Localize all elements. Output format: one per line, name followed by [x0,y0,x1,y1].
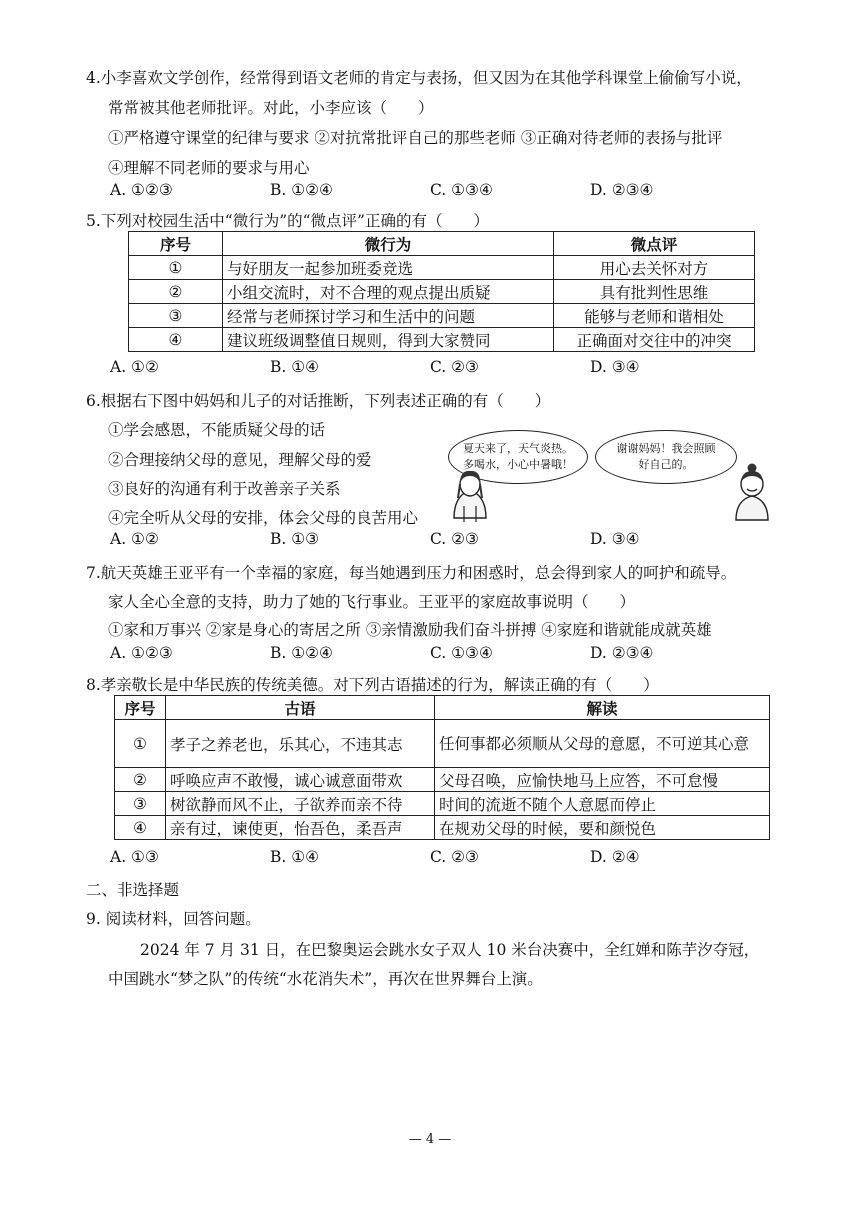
q8-option-d: D. ②④ [590,848,640,866]
page-number: — 4 — [408,1132,452,1147]
q8-cell: ④ [115,816,166,840]
q5-cell: 建议班级调整值日规则，得到大家赞同 [223,328,554,352]
q8-option-c: C. ②③ [430,848,479,866]
q8-cell: 孝子之养老也，乐其心，不违其志 [166,720,435,768]
q9-stem: 9. 阅读材料，回答问题。 [86,910,261,928]
son-speech-bubble [595,430,737,484]
q6-option-d: D. ③④ [590,530,640,548]
q6-option-a: A. ①② [110,530,159,548]
table-row [129,328,755,352]
mother-speech-line2: 多喝水，小心中暑哦！ [463,458,573,471]
table-row [129,256,755,280]
q5-cell: 与好朋友一起参加班委竞选 [223,256,554,280]
section-title: 二、非选择题 [86,881,180,899]
q8-cell: ② [115,768,166,792]
q6-option-b: B. ①③ [270,530,320,548]
q7-option-d: D. ②③④ [590,644,654,662]
q4-option-a: A. ①②③ [110,181,173,199]
q8-header-no: 序号 [115,696,166,720]
q5-cell: 能够与老师和谐相处 [554,304,755,328]
q4-option-b: B. ①②④ [270,181,333,199]
q8-cell: 父母召唤，应愉快地马上应答，不可怠慢 [435,768,770,792]
son-speech-line2: 好自己的。 [638,458,694,471]
q8-cell: ③ [115,792,166,816]
q7-option-b: B. ①②④ [270,644,333,662]
q8-option-b: B. ①④ [270,848,320,866]
q5-cell: 正确面对交往中的冲突 [554,328,755,352]
q8-cell: ① [115,720,166,768]
q7-option-a: A. ①②③ [110,644,173,662]
q8-cell: 任何事都必须顺从父母的意愿，不可逆其心意 [435,720,770,768]
q4-items-line2: ④理解不同老师的要求与用心 [108,159,310,177]
q6-item-3: ③良好的沟通有利于改善亲子关系 [108,480,341,498]
q5-cell: ③ [129,304,223,328]
q5-option-d: D. ③④ [590,358,640,376]
q7-items: ①家和万事兴 ②家是身心的寄居之所 ③亲情激励我们奋斗拼搏 ④家庭和谐就能成就英雄 [108,621,712,639]
table-row [115,720,770,768]
q4-option-d: D. ②③④ [590,181,654,199]
q6-item-4: ④完全听从父母的安排，体会父母的良苦用心 [108,509,419,527]
table-row [129,280,755,304]
q6-option-c: C. ②③ [430,530,479,548]
q7-stem-line2: 家人全心全意的支持，助力了她的飞行事业。王亚平的家庭故事说明（ ） [108,593,636,611]
q6-item-2: ②合理接纳父母的意见，理解父母的爱 [108,451,372,469]
q5-cell: ② [129,280,223,304]
son-speech-line1: 谢谢妈妈！我会照顾 [616,442,716,455]
mother-speech-line1: 夏天来了，天气炎热。 [463,442,573,455]
q9-paragraph-line1: 2024 年 7 月 31 日，在巴黎奥运会跳水女子双人 10 米台决赛中，全红婵和陈芋汐夺冠， [140,941,760,959]
q5-option-a: A. ①② [110,358,159,376]
table-row [115,816,770,840]
q8-cell: 亲有过，谏使更，怡吾色，柔吾声 [166,816,435,840]
q5-option-c: C. ②③ [430,358,479,376]
q8-table [114,695,770,840]
q4-stem-line1: 4.小李喜欢文学创作，经常得到语文老师的肯定与表扬，但又因为在其他学科课堂上偷偷写小说， [86,69,752,87]
q8-header-saying: 古语 [166,696,435,720]
q5-cell: 小组交流时，对不合理的观点提出质疑 [223,280,554,304]
q5-cell: 具有批判性思维 [554,280,755,304]
table-row [129,304,755,328]
q5-cell: ① [129,256,223,280]
child-figure-icon [724,462,780,524]
mother-figure-icon [440,466,500,526]
table-row [115,792,770,816]
q8-cell: 在规劝父母的时候，要和颜悦色 [435,816,770,840]
q8-option-a: A. ①③ [110,848,159,866]
q9-paragraph-line2: 中国跳水“梦之队”的传统“水花消失术”，再次在世界舞台上演。 [108,970,543,988]
q5-stem: 5.下列对校园生活中“微行为”的“微点评”正确的有（ ） [86,212,489,230]
q7-option-c: C. ①③④ [430,644,493,662]
q5-cell: ④ [129,328,223,352]
q5-header-behavior: 微行为 [223,232,554,256]
q8-cell: 树欲静而风不止，子欲养而亲不待 [166,792,435,816]
q8-cell: 呼唤应声不敢慢，诚心诚意面带欢 [166,768,435,792]
q5-option-b: B. ①④ [270,358,320,376]
q6-item-1: ①学会感恩，不能质疑父母的话 [108,421,326,439]
q5-header-comment: 微点评 [554,232,755,256]
q4-option-c: C. ①③④ [430,181,493,199]
q6-stem: 6.根据右下图中妈妈和儿子的对话推断，下列表述正确的有（ ） [86,392,551,410]
q4-items-line1: ①严格遵守课堂的纪律与要求 ②对抗常批评自己的那些老师 ③正确对待老师的表扬与批评 [108,129,723,147]
q8-cell: 时间的流逝不随个人意愿而停止 [435,792,770,816]
q8-header-interpretation: 解读 [435,696,770,720]
table-row [115,768,770,792]
q5-cell: 经常与老师探讨学习和生活中的问题 [223,304,554,328]
q5-table [128,231,755,352]
q5-header-no: 序号 [129,232,223,256]
q7-stem-line1: 7.航天英雄王亚平有一个幸福的家庭，每当她遇到压力和困惑时，总会得到家人的呵护和疏导。 [86,564,737,582]
q5-cell: 用心去关怀对方 [554,256,755,280]
q4-stem-line2: 常常被其他老师批评。对此，小李应该（ ） [108,99,434,117]
q8-stem: 8.孝亲敬长是中华民族的传统美德。对下列古语描述的行为，解读正确的有（ ） [86,676,659,694]
